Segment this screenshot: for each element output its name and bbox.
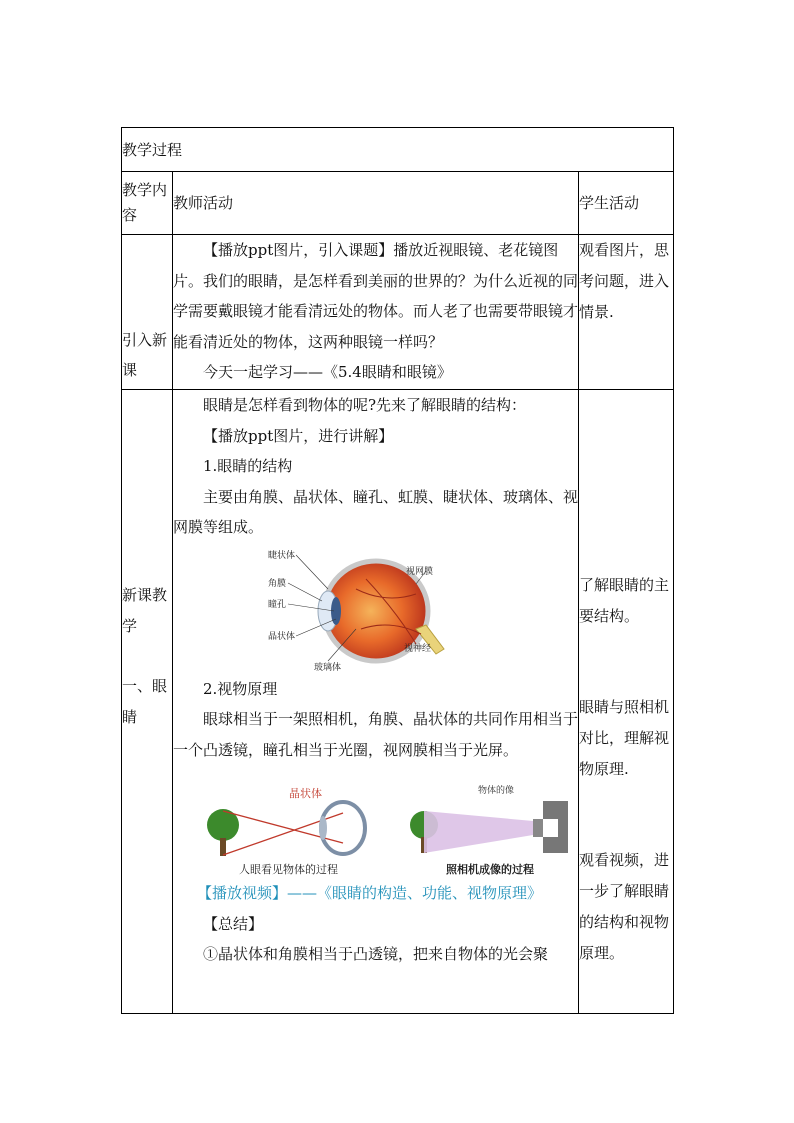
structure-paragraph: 主要由角膜、晶状体、瞳孔、虹膜、睫状体、玻璃体、视网膜等组成。 <box>173 487 579 536</box>
row1-student <box>579 235 674 390</box>
label-cornea: 角膜 <box>267 577 286 588</box>
row1-paragraph: 【播放ppt图片，引入课题】播放近视眼镜、老花镜图片。我们的眼睛，是怎样看到美丽的世界的？为什么近视的同学需要戴眼镜才能看清远处的物体。而人老了也需要带眼镜才能看清近处的物体，这两种眼镜一样吗？ <box>173 241 579 351</box>
header-teacher: 教师活动 <box>173 172 579 235</box>
section-heading-1: 1.眼睛的结构 <box>203 457 293 475</box>
video-text: 【播放视频】——《眼睛的构造、功能、视物原理》 <box>197 884 543 902</box>
summary-heading: 【总结】 <box>203 914 264 933</box>
row2-teacher <box>173 390 579 1014</box>
fig-right-image-label: 物体的像 <box>478 785 515 795</box>
eye-structure-figure <box>266 549 486 674</box>
student-activity-3: 观看视频，进一步了解眼睛的结构和视物原理。 <box>579 851 670 962</box>
principle-paragraph: 眼球相当于一架照相机，角膜、晶状体的共同作用相当于一个凸透镜，瞳孔相当于光圈，视网膜相当于光屏。 <box>173 710 579 759</box>
row2-content-b: 一、眼睛 <box>122 677 168 726</box>
row2-content <box>122 390 173 1014</box>
camera-imaging-figure <box>408 783 578 878</box>
label-lens: 晶状体 <box>267 630 295 641</box>
eye-outline <box>321 802 365 854</box>
eye-lens-shape <box>319 816 327 840</box>
tree-trunk <box>220 838 226 856</box>
ppt-text: 【播放ppt图片，进行讲解】 <box>203 426 394 445</box>
comparison-figures <box>173 783 578 878</box>
row1-teacher <box>173 235 579 390</box>
fig-right-caption: 照相机成像的过程 <box>446 864 534 876</box>
camera-body <box>543 801 568 853</box>
intro-text: 眼睛是怎样看到物体的呢?先来了解眼睛的结构： <box>203 396 527 414</box>
row1-lesson-title: 今天一起学习——《5.4眼睛和眼镜》 <box>203 363 452 381</box>
student-activity-2: 眼睛与照相机对比，理解视物原理. <box>579 698 670 778</box>
row1-content: 引入新课 <box>122 235 173 390</box>
eye-seeing-figure <box>203 783 383 878</box>
camera-lens <box>533 819 543 837</box>
row2-content-a: 新课教学 <box>122 586 168 635</box>
label-pupil: 瞳孔 <box>267 598 286 609</box>
row2-student <box>579 390 674 1014</box>
label-nerve: 视神经 <box>403 642 431 653</box>
fig-left-lens-label: 晶状体 <box>289 788 322 800</box>
row1-student-text: 观看图片，思考问题，进入情景. <box>579 241 670 321</box>
header-student: 学生活动 <box>579 172 674 235</box>
label-retina: 视网膜 <box>405 565 433 576</box>
student-activity-1: 了解眼睛的主要结构。 <box>579 576 670 625</box>
header-content: 教学内容 <box>122 172 173 235</box>
lesson-table <box>121 127 674 1014</box>
label-vitreous: 玻璃体 <box>313 661 341 672</box>
label-ciliary: 睫状体 <box>267 549 295 560</box>
section-heading-2: 2.视物原理 <box>203 679 278 698</box>
fig-left-caption: 人眼看见物体的过程 <box>239 864 338 876</box>
light-cone <box>424 811 533 853</box>
table-title: 教学过程 <box>122 128 674 172</box>
summary-point-1: ①晶状体和角膜相当于凸透镜，把来自物体的光会聚 <box>203 945 549 963</box>
